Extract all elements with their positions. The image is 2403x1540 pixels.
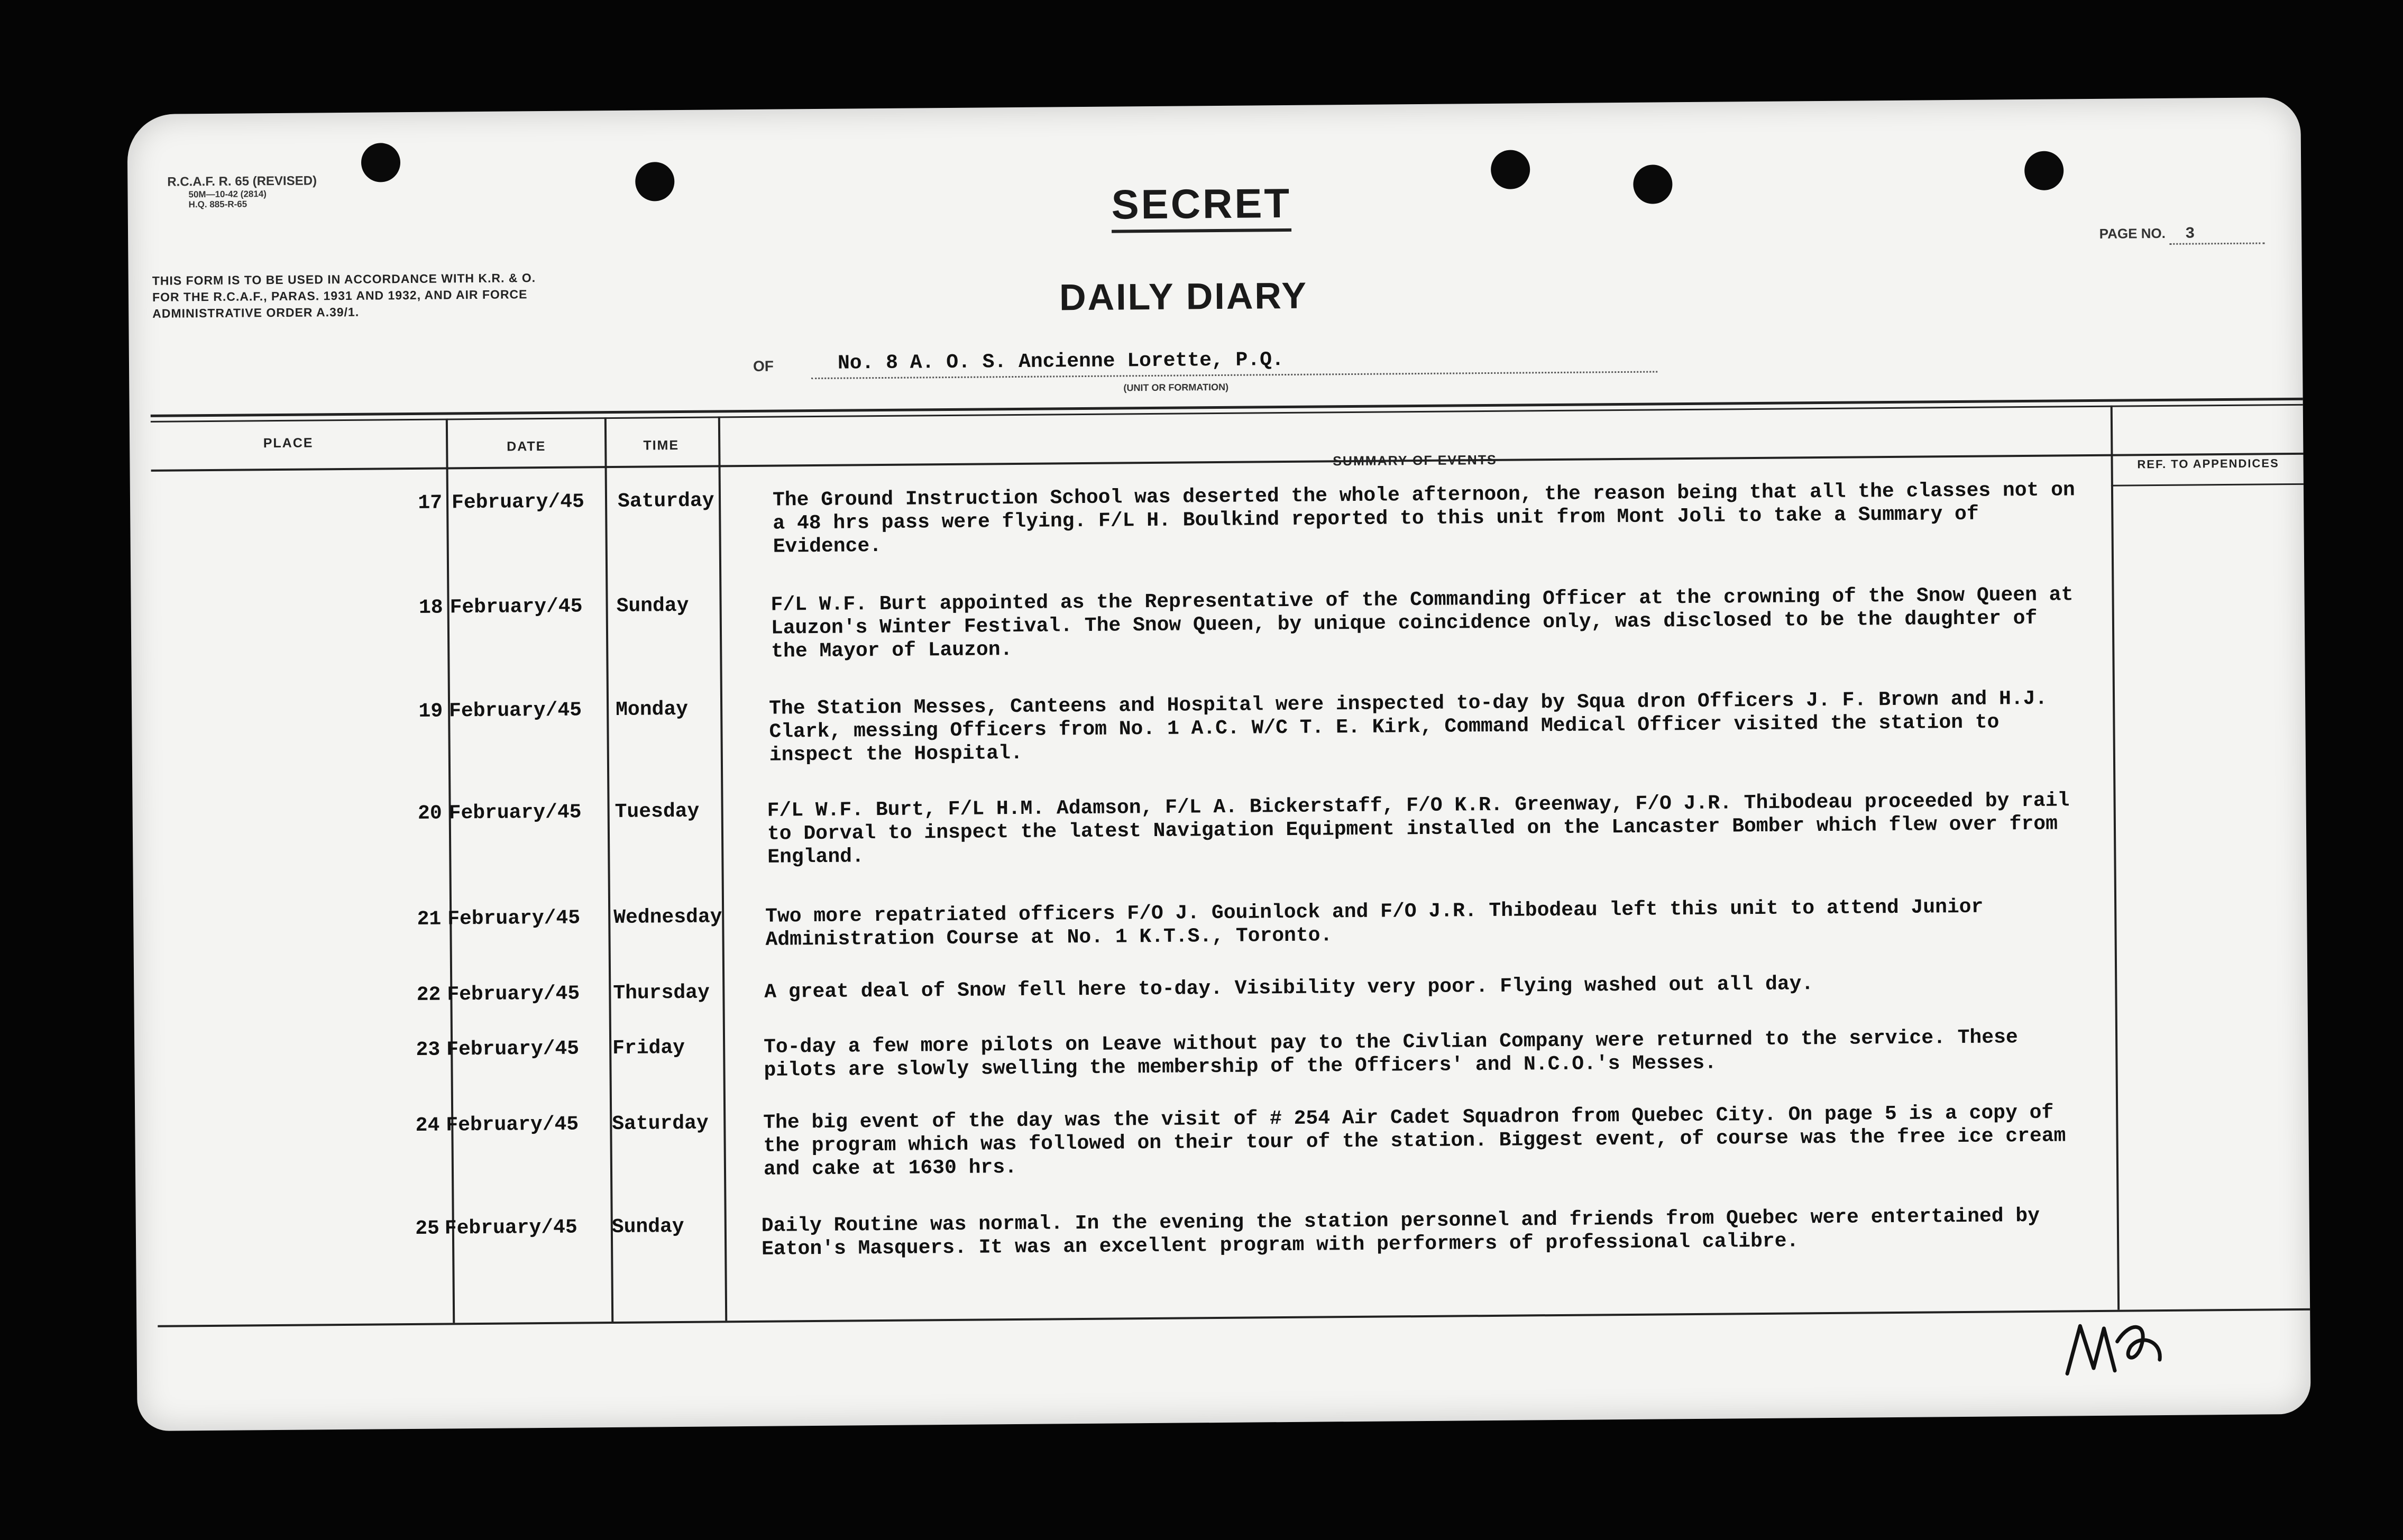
- entry-date: February/45: [448, 801, 582, 825]
- form-identifier: [167, 173, 317, 210]
- entry-summary: The big event of the day was the visit of # 254 Air Cadet Squadron from Quebec City. On page 5 is a copy of the program which was followed on their tour of the station. Biggest event, of course was the free ice cream and cake at 1630 hrs.: [763, 1101, 2066, 1181]
- entry-time: Monday: [615, 698, 689, 721]
- column-header-date: DATE: [507, 438, 546, 454]
- entry-time: Saturday: [617, 489, 714, 513]
- entry-time: Sunday: [616, 594, 689, 618]
- entry-date: February/45: [446, 1037, 580, 1061]
- entry-time: Wednesday: [613, 905, 722, 929]
- column-header-ref: REF. TO APPENDICES: [2137, 456, 2279, 471]
- form-id-line1: R.C.A.F. R. 65 (REVISED): [167, 173, 317, 189]
- page-number-label: PAGE NO.: [2099, 225, 2166, 242]
- table-bottom-rule: [158, 1308, 2310, 1327]
- entry-day: 17: [418, 491, 443, 515]
- entry-date: February/45: [449, 699, 582, 723]
- column-divider: [604, 417, 613, 1322]
- entry-time: Sunday: [611, 1215, 684, 1239]
- entry-summary: F/L W.F. Burt, F/L H.M. Adamson, F/L A. Bickerstaff, F/O K.R. Greenway, F/O J.R. Thibodeau proceeded by rail to Dorval to inspect the latest Navigation Equipment installed on the Lancaster Bomber which flew over from England.: [767, 789, 2070, 869]
- column-divider: [718, 416, 727, 1321]
- entry-day: 22: [416, 983, 441, 1006]
- entry-summary: The Ground Instruction School was deserted the whole afternoon, the reason being that all the classes not on a 48 hrs pass were flying. F/L H. Boulkind reported to this unit from Mont Joli to take a Summary of Evidence.: [772, 479, 2075, 558]
- entry-time: Thursday: [613, 981, 710, 1005]
- entry-day: 25: [415, 1217, 440, 1240]
- handwritten-initials: [2056, 1309, 2173, 1385]
- column-header-place: PLACE: [263, 435, 314, 451]
- header-bottom-rule: [151, 453, 2309, 472]
- entry-summary: Two more repatriated officers F/O J. Gouinlock and F/O J.R. Thibodeau left this unit to attend Junior Administration Course at No. 1 K.T.S., Toronto.: [765, 895, 1984, 951]
- entry-day: 21: [417, 908, 442, 931]
- column-divider: [446, 418, 455, 1323]
- entry-summary: F/L W.F. Burt appointed as the Representative of the Commanding Officer at the crowning of the Snow Queen at Lauzon's Winter Festival. The Snow Queen, by unique coincidence only, was disclosed to be the daughter of the Mayor of Lauzon.: [771, 583, 2074, 663]
- unit-caption: (UNIT OR FORMATION): [1123, 381, 1229, 393]
- of-label: OF: [753, 358, 774, 374]
- document-title: DAILY DIARY: [1059, 274, 1308, 318]
- page-number-field: [2099, 224, 2265, 245]
- entry-date: February/45: [446, 1113, 579, 1137]
- entry-date: February/45: [447, 982, 580, 1006]
- entry-day: 23: [416, 1038, 441, 1061]
- classification-label: SECRET: [1111, 179, 1291, 233]
- form-id-line2: 50M—10-42 (2814): [188, 188, 267, 199]
- column-header-summary: SUMMARY OF EVENTS: [1333, 452, 1497, 469]
- entry-day: 20: [417, 802, 442, 825]
- form-id-line3: H.Q. 885-R-65: [188, 199, 247, 210]
- entry-date: February/45: [450, 595, 583, 619]
- entry-date: February/45: [451, 490, 585, 515]
- ref-column-rule: [2111, 483, 2311, 487]
- entry-summary: A great deal of Snow fell here to-day. Visibility very poor. Flying washed out all day.: [764, 973, 1814, 1004]
- punch-hole: [361, 143, 401, 182]
- entry-date: February/45: [444, 1216, 577, 1240]
- entry-date: February/45: [447, 906, 581, 931]
- entry-summary: Daily Routine was normal. In the evening the station personnel and friends from Quebec were entertained by Eaton's Masquers. It was an excellent program with performers of professional calibre.: [761, 1204, 2040, 1261]
- entry-day: 24: [415, 1114, 440, 1137]
- column-divider: [2111, 406, 2120, 1310]
- form-instruction: THIS FORM IS TO BE USED IN ACCORDANCE WITH K.R. & O. FOR THE R.C.A.F., PARAS. 1931 AND 1932, AND AIR FORCE ADMINISTRATIVE ORDER A.39/1.: [152, 271, 536, 320]
- entry-day: 18: [418, 596, 443, 619]
- punch-hole: [2024, 151, 2064, 190]
- column-header-time: TIME: [643, 437, 680, 453]
- entry-time: Saturday: [612, 1112, 709, 1136]
- entry-time: Tuesday: [614, 800, 700, 823]
- diary-form: [127, 97, 2310, 1431]
- unit-value: No. 8 A. O. S. Ancienne Lorette, P.Q.: [811, 345, 1657, 379]
- entry-summary: To-day a few more pilots on Leave without pay to the Civlian Company were returned to the service. These pilots are slowly swelling the membership of the Officers' and N.C.O.'s Messes.: [764, 1026, 2018, 1082]
- punch-hole: [635, 162, 675, 201]
- entry-time: Friday: [612, 1036, 685, 1060]
- page-number-value: 3: [2169, 224, 2264, 244]
- entry-day: 19: [418, 700, 443, 723]
- punch-hole: [1633, 164, 1673, 204]
- punch-hole: [1491, 150, 1530, 189]
- entry-summary: The Station Messes, Canteens and Hospital were inspected to-day by Squa dron Officers J. F. Brown and H.J. Clark, messing Officers from No. 1 A.C. W/C T. E. Kirk, Command Medical Officer visited the station to inspect the Hospital.: [768, 687, 2048, 767]
